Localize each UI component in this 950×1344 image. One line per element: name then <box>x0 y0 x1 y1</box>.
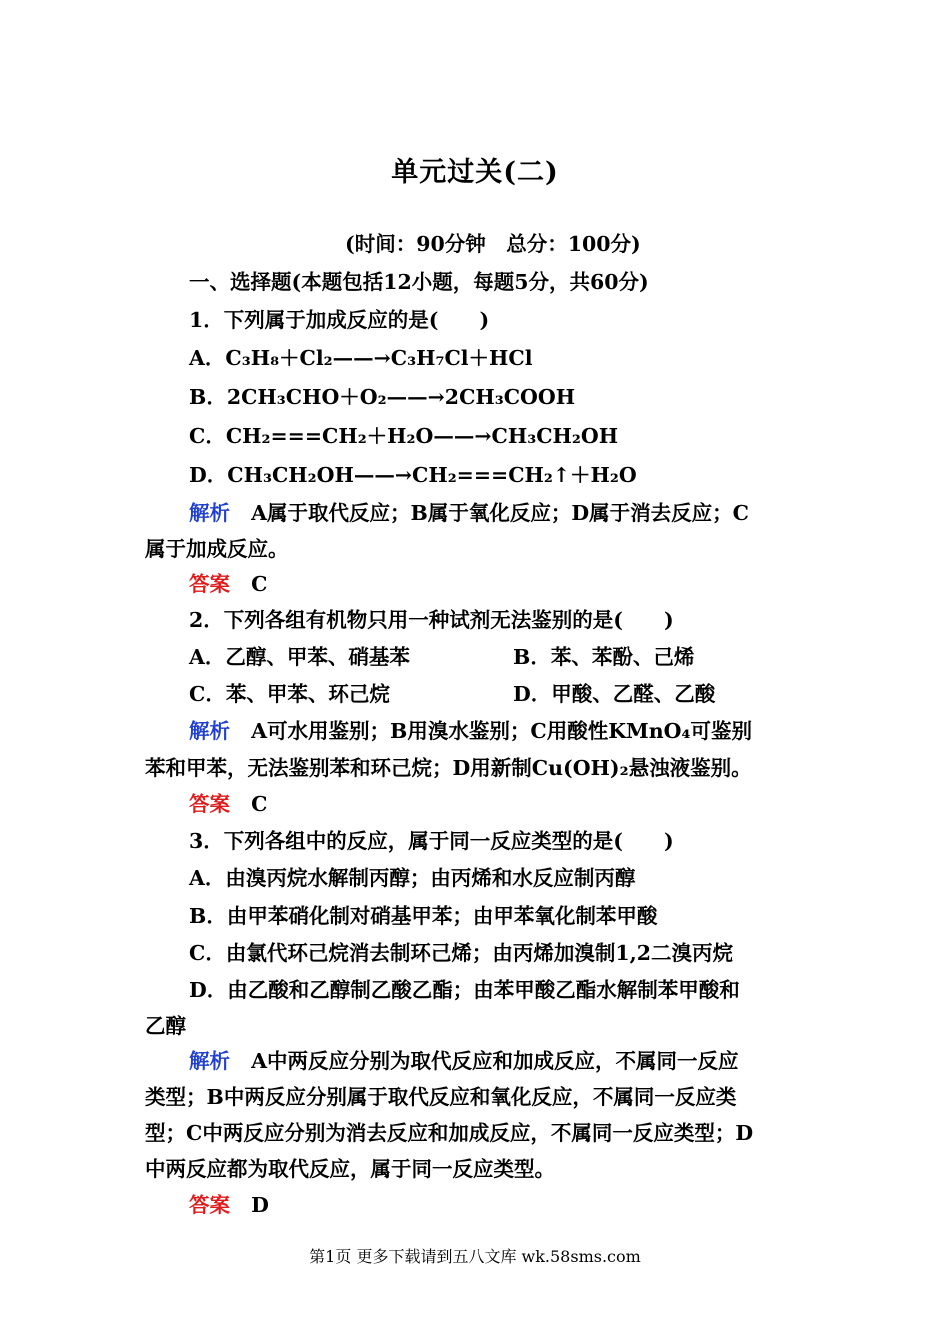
answer-value: C <box>251 572 268 596</box>
q3-option-c: C．由氯代环己烷消去制环己烯；由丙烯加溴制1,2二溴丙烷 <box>189 941 733 965</box>
answer-label: 答案 <box>189 1193 230 1217</box>
analysis-label: 解析 <box>189 719 230 743</box>
q1-analysis-cont: 属于加成反应。 <box>145 537 289 561</box>
q2-stem: 2．下列各组有机物只用一种试剂无法鉴别的是( ) <box>189 608 674 632</box>
analysis-label: 解析 <box>189 1049 230 1073</box>
answer-value: C <box>251 792 268 816</box>
page-footer: 第1页 更多下载请到五八文库 wk.58sms.com <box>309 1247 641 1266</box>
q3-option-d: D．由乙酸和乙醇制乙酸乙酯；由苯甲酸乙酯水解制苯甲酸和 <box>189 978 740 1002</box>
q1-option-c: C．CH₂===CH₂＋H₂O——→CH₃CH₂OH <box>189 424 619 448</box>
q3-option-d-cont: 乙醇 <box>145 1014 186 1038</box>
section-heading: 一、选择题(本题包括12小题，每题5分，共60分) <box>189 270 649 294</box>
q3-stem: 3．下列各组中的反应，属于同一反应类型的是( ) <box>189 829 674 853</box>
q2-analysis <box>189 717 815 745</box>
q1-analysis <box>189 499 815 527</box>
q1-stem: 1．下列属于加成反应的是( ) <box>189 308 490 332</box>
q3-answer <box>189 1191 815 1219</box>
q2-option-d: D．甲酸、乙醛、乙酸 <box>513 682 716 706</box>
q2-option-a: A．乙醇、甲苯、硝基苯 <box>189 645 410 669</box>
q3-analysis-cont-2: 型；C中两反应分别为消去反应和加成反应，不属同一反应类型；D <box>145 1121 754 1145</box>
q3-analysis <box>189 1047 815 1075</box>
q1-option-b: B．2CH₃CHO＋O₂——→2CH₃COOH <box>189 385 576 409</box>
analysis-label: 解析 <box>189 501 230 525</box>
answer-label: 答案 <box>189 792 230 816</box>
exam-meta: (时间：90分钟 总分：100分) <box>345 232 641 256</box>
q2-option-b: B．苯、苯酚、己烯 <box>513 645 695 669</box>
answer-label: 答案 <box>189 572 230 596</box>
analysis-text: A中两反应分别为取代反应和加成反应，不属同一反应 <box>251 1049 739 1073</box>
analysis-text: A属于取代反应；B属于氧化反应；D属于消去反应；C <box>251 501 749 525</box>
q1-option-d: D．CH₃CH₂OH——→CH₂===CH₂↑＋H₂O <box>189 463 637 487</box>
q2-analysis-cont: 苯和甲苯，无法鉴别苯和环己烷；D用新制Cu(OH)₂悬浊液鉴别。 <box>145 756 752 780</box>
analysis-text: A可水用鉴别；B用溴水鉴别；C用酸性KMnO₄可鉴别 <box>251 719 752 743</box>
q2-options-cd <box>189 680 815 708</box>
q3-analysis-cont-1: 类型；B中两反应分别属于取代反应和氧化反应，不属同一反应类 <box>145 1085 737 1109</box>
q1-option-a: A．C₃H₈＋Cl₂——→C₃H₇Cl＋HCl <box>189 346 533 370</box>
q3-analysis-cont-3: 中两反应都为取代反应，属于同一反应类型。 <box>145 1157 555 1181</box>
page-title: 单元过关(二) <box>391 157 559 188</box>
q3-option-a: A．由溴丙烷水解制丙醇；由丙烯和水反应制丙醇 <box>189 866 636 890</box>
q2-options-ab <box>189 643 815 671</box>
answer-value: D <box>251 1193 269 1217</box>
q1-answer <box>189 570 815 598</box>
q3-option-b: B．由甲苯硝化制对硝基甲苯；由甲苯氧化制苯甲酸 <box>189 904 658 928</box>
q2-answer <box>189 790 815 818</box>
q2-option-c: C．苯、甲苯、环己烷 <box>189 682 390 706</box>
